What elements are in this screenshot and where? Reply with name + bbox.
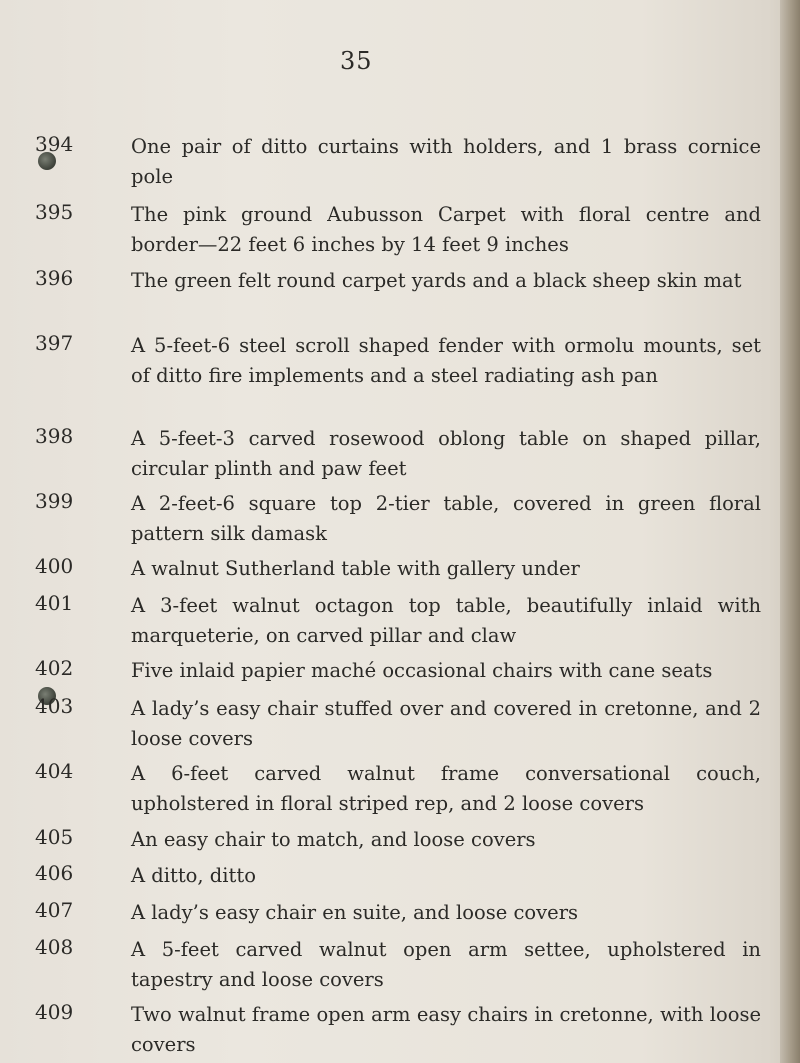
lot-number: 401 [35,591,74,615]
page-edge [780,0,800,1063]
lot-number: 397 [35,331,74,355]
lot-number: 394 [35,132,74,156]
lot-description: A lady’s easy chair en suite, and loose covers [131,901,579,924]
lot-description: A 5-feet-6 steel scroll shaped fender with ormolu mounts, set of ditto fire implements and a steel radiating ash pan [131,334,761,387]
lot-description: A 5-feet-3 carved rosewood oblong table on shaped pillar, circular plinth and paw feet [131,427,761,480]
lot-description: The green felt round carpet yards and a black sheep skin mat [131,269,742,292]
lot-number: 403 [35,694,74,718]
lot-number: 396 [35,266,74,290]
lot-description: A 2-feet-6 square top 2-tier table, covered in green floral pattern silk damask [131,492,761,545]
lot-number: 395 [35,200,74,224]
lot-number: 408 [35,935,74,959]
lot-description: A 3-feet walnut octagon top table, beautifully inlaid with marqueterie, on carved pillar and claw [131,594,761,647]
lot-number: 407 [35,898,74,922]
lot-description: One pair of ditto curtains with holders, and 1 brass cornice pole [131,135,761,188]
lot-number: 399 [35,489,74,513]
lot-description: A 6-feet carved walnut frame conversational couch, upholstered in floral striped rep, and 2 loose covers [131,762,761,815]
lot-number: 405 [35,825,74,849]
page-number: 35 [340,47,373,75]
lot-number: 402 [35,656,74,680]
lot-number: 404 [35,759,74,783]
lot-description: A 5-feet carved walnut open arm settee, upholstered in tapestry and loose covers [131,938,761,991]
lot-number: 398 [35,424,74,448]
lot-number: 406 [35,861,74,885]
lot-description: A ditto, ditto [131,864,256,887]
lot-number: 400 [35,554,74,578]
lot-description: Five inlaid papier maché occasional chairs with cane seats [131,659,713,682]
lot-description: A lady’s easy chair stuffed over and covered in cretonne, and 2 loose covers [131,697,761,750]
lot-description: An easy chair to match, and loose covers [131,828,536,851]
lot-description: A walnut Sutherland table with gallery under [131,557,580,580]
lot-description: The pink ground Aubusson Carpet with floral centre and border—22 feet 6 inches by 14 feet 9 inches [131,203,761,256]
lot-description: Two walnut frame open arm easy chairs in cretonne, with loose covers [131,1003,761,1056]
lot-number: 409 [35,1000,74,1024]
